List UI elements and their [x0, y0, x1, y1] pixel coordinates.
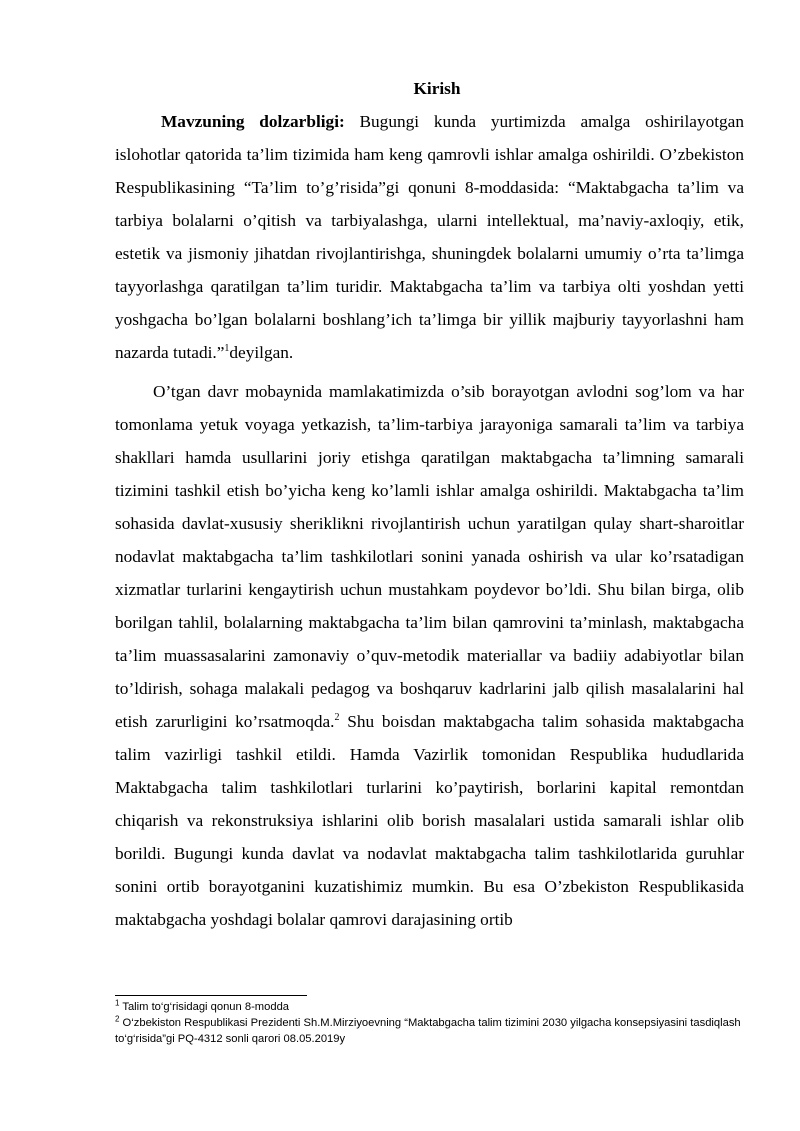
paragraph-text: Bugungi kunda yurtimizda amalga oshirilayotgan islohotlar qatorida ta’lim tizimida ham keng qamrovli ishlar amalga oshirildi. O’zbekiston Respublikasining “Ta’lim to’g’risida”gi qonuni 8-moddasida: “Maktabgacha ta’lim va tarbiya bolalarni o’qitish va tarbiyalashga, ularni intellektual, ma’naviy-axloqiy, etik, estetik va jismoniy jihatdan rivojlantirishga, shuningdek bolalarni umumiy o’rta ta’limga tayyorlashga qaratilgan ta’lim turidir. Maktabgacha ta’lim va tarbiya olti yoshdan yetti yoshgacha bo’lgan bolalarni boshlang’ich ta’limga bir yillik majburiy tayyorlashni ham nazarda tutadi.” — [115, 112, 744, 362]
paragraph-tail: Shu boisdan maktabgacha talim sohasida maktabgacha talim vazirligi tashkil etildi. Hamda Vazirlik tomonidan Respublika hududlarida Maktabgacha talim tashkilotlari turlarini ko’paytirish, borlarini kapital remontdan chiqarish va rekonstruksiya ishlarini olib borish masalalari ustida samarali ishlar olib borildi. Bugungi kunda davlat va nodavlat maktabgacha talim tashkilotlarida guruhlar sonini ortib borayotganini kuzatishimiz mumkin. Bu esa O’zbekiston Respublikasida maktabgacha yoshdagi bolalar qamrovi darajasining ortib — [115, 712, 744, 929]
footnote-text: O‘zbekiston Respublikasi Prezidenti Sh.M.Mirziyoevning “Maktabgacha talim tizimini 2030 yilgacha konsepsiyasini tasdiqlash to‘g‘risida”gi PQ-4312 sonli qarori 08.05.2019y — [115, 1017, 741, 1045]
footnote-ref-1[interactable]: 1 — [224, 343, 230, 355]
footnote-separator — [115, 995, 307, 996]
footnote-1 — [115, 999, 745, 1015]
footnote-ref-2[interactable]: 2 — [334, 712, 340, 724]
page-title: Kirish — [413, 79, 461, 98]
paragraph-relevance — [115, 105, 744, 369]
footnotes — [115, 995, 745, 1047]
paragraph-progress — [115, 375, 744, 936]
footnote-text: Talim to‘g‘risidagi qonun 8-modda — [119, 1001, 290, 1013]
footnote-number: 1 — [115, 998, 120, 1008]
paragraph-tail: deyilgan. — [229, 343, 294, 362]
footnote-2 — [115, 1015, 745, 1047]
paragraph-text: O’tgan davr mobaynida mamlakatimizda o’sib borayotgan avlodni sog’lom va har tomonlama yetuk voyaga yetkazish, ta’lim-tarbiya jarayoniga samarali ta’lim va tarbiya shakllari hamda usullarini joriy etishga qaratilgan maktabgacha ta’limning samarali tizimini tashkil etish bo’yicha keng ko’lamli ishlar amalga oshirildi. Maktabgacha ta’lim sohasida davlat-xususiy sheriklikni rivojlantirish uchun yaratilgan qulay shart-sharoitlar nodavlat maktabgacha ta’lim tashkilotlari sonini yanada oshirish va ular ko’rsatadigan xizmatlar turlarini kengaytirish uchun mustahkam poydevor bo’ldi. Shu bilan birga, olib borilgan tahlil, bolalarning maktabgacha ta’lim bilan qamrovini ta’minlash, maktabgacha ta’lim muassasalarini zamonaviy o’quv-metodik materiallar va badiiy adabiyotlar bilan to’ldirish, sohaga malakali pedagog va boshqaruv kadrlarini jalb qilish masalalarini hal etish zarurligini ko’rsatmoqda. — [115, 382, 744, 731]
footnote-number: 2 — [115, 1014, 120, 1024]
relevance-heading: Mavzuning dolzarbligi: — [161, 112, 345, 131]
